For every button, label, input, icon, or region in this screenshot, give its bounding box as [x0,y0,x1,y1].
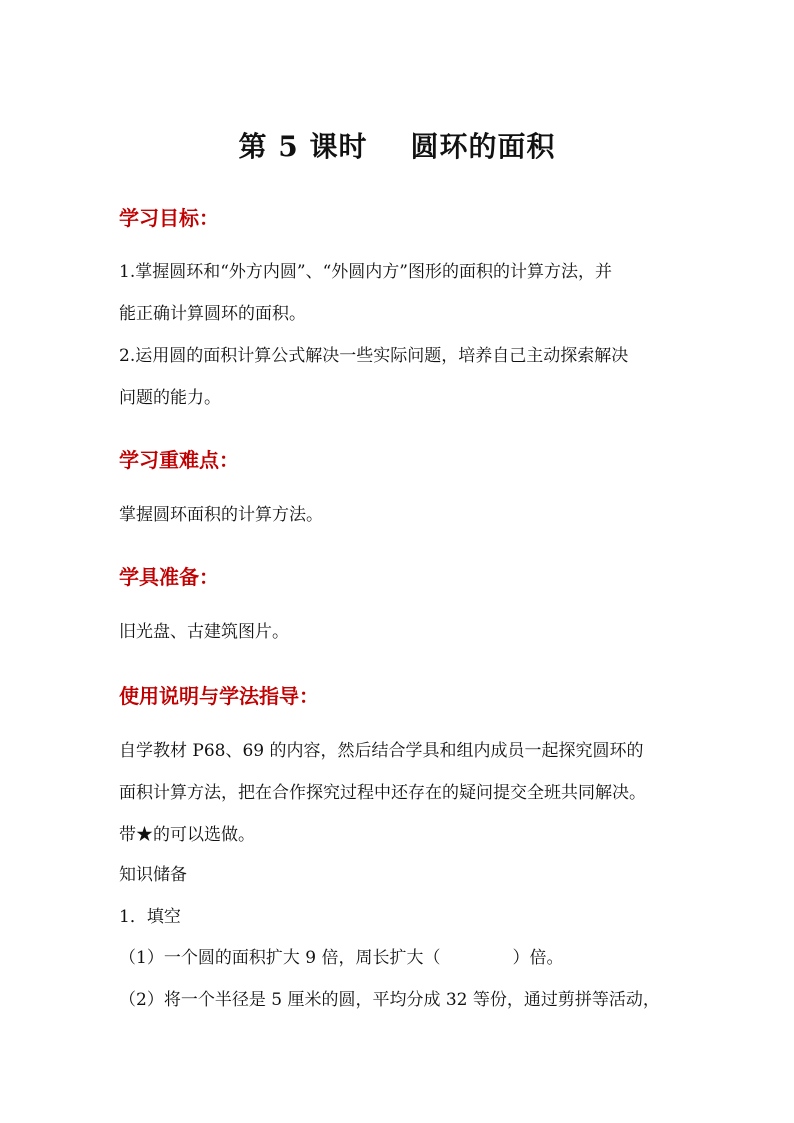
materials-heading: 学具准备： [119,565,219,589]
question-1-text-after: ）倍。 [512,948,564,968]
question-1-text-before: （1）一个圆的面积扩大 9 倍，周长扩大（ [119,948,441,968]
objectives-line-4: 问题的能力。 [119,388,221,408]
question-1 [119,947,563,969]
objectives-line-1: 1.掌握圆环和“外方内圆”、“外圆内方”图形的面积的计算方法，并 [119,262,612,282]
objectives-line-2: 能正确计算圆环的面积。 [119,304,306,324]
knowledge-item-1: 1．填空 [119,907,181,927]
knowledge-label: 知识储备 [119,865,187,885]
page-title: 第 5 课时 圆环的面积 [238,130,556,163]
question-2: （2）将一个半径是 5 厘米的圆，平均分成 32 等份，通过剪拼等活动， [119,990,660,1010]
guidance-line-1: 自学教材 P68、69 的内容，然后结合学具和组内成员一起探究圆环的 [119,741,644,761]
key-points-heading: 学习重难点： [119,448,239,472]
guidance-line-2: 面积计算方法，把在合作探究过程中还存在的疑问提交全班共同解决。 [119,783,646,803]
materials-text: 旧光盘、古建筑图片。 [119,622,289,642]
key-points-text: 掌握圆环面积的计算方法。 [119,505,323,525]
guidance-heading: 使用说明与学法指导： [119,684,319,708]
objectives-line-3: 2.运用圆的面积计算公式解决一些实际问题，培养自己主动探索解决 [119,346,629,366]
objectives-heading: 学习目标： [119,206,219,230]
guidance-line-3: 带★的可以选做。 [119,825,255,845]
